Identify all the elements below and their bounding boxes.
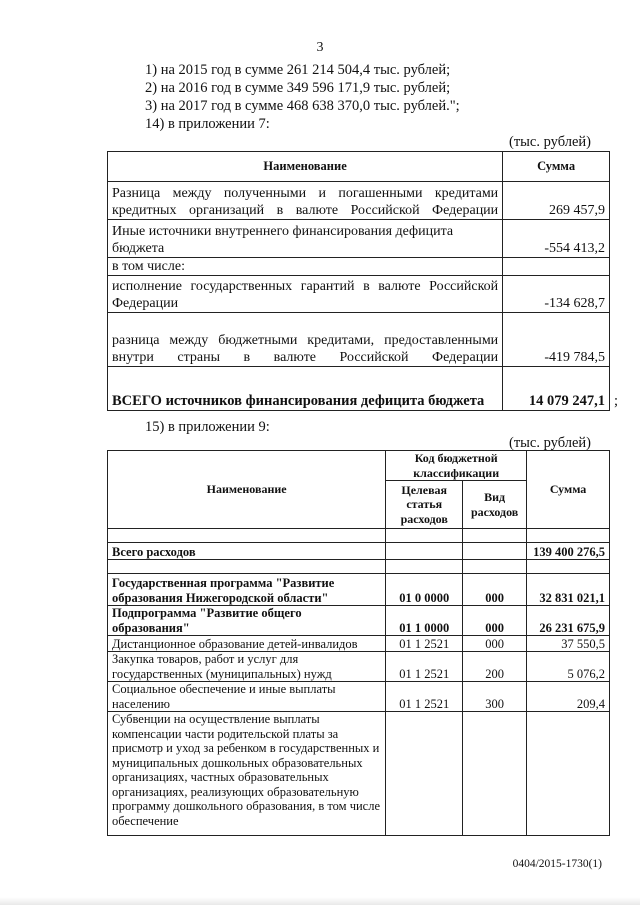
sources-table xyxy=(107,151,610,411)
row-name: Иные источники внутреннего финансирования дефицита бюджета xyxy=(108,220,503,258)
spacer-cell xyxy=(386,529,463,543)
spacer-cell xyxy=(108,560,386,574)
row-target: 01 1 2521 xyxy=(386,682,463,712)
total-row-name: Всего расходов xyxy=(108,543,386,560)
footer-document-code: 0404/2015-1730(1) xyxy=(512,858,602,870)
row-sum: -134 628,7 xyxy=(503,276,610,313)
column-header-name: Наименование xyxy=(108,451,386,529)
row-name: Разница между полученными и погашенными кредитами кредитных организаций в валюте Российской Федерации xyxy=(108,182,503,220)
empty-cell xyxy=(386,543,463,560)
intro-line: 1) на 2015 год в сумме 261 214 504,4 тыс. рублей; xyxy=(145,62,451,78)
intro-line: 3) на 2017 год в сумме 468 638 370,0 тыс. рублей."; xyxy=(145,98,460,114)
spacer-cell xyxy=(527,529,610,543)
unit-label: (тыс. рублей) xyxy=(509,435,591,451)
column-header-target: Целевая статья расходов xyxy=(386,481,463,529)
spacer-cell xyxy=(386,560,463,574)
row-sum: 32 831 021,1 xyxy=(527,574,610,606)
row-sum xyxy=(503,258,610,276)
intro-line: 2) на 2016 год в сумме 349 596 171,9 тыс. рублей; xyxy=(145,80,451,96)
section-15-title: 15) в приложении 9: xyxy=(145,419,270,435)
unit-label: (тыс. рублей) xyxy=(509,134,591,150)
row-kind: 000 xyxy=(463,636,527,652)
row-name: Подпрограмма "Развитие общего образования" xyxy=(108,606,386,636)
column-header-sum: Сумма xyxy=(527,451,610,529)
row-name: Дистанционное образование детей-инвалидов xyxy=(108,636,386,652)
row-target: 01 1 2521 xyxy=(386,652,463,682)
total-row-name: ВСЕГО источников финансирования дефицита бюджета xyxy=(108,367,503,411)
row-target xyxy=(386,712,463,836)
row-sum: -554 413,2 xyxy=(503,220,610,258)
row-target: 01 1 0000 xyxy=(386,606,463,636)
column-header-code: Код бюджетной классификации xyxy=(386,451,527,481)
page-number: 3 xyxy=(316,40,324,55)
trailing-semicolon: ; xyxy=(614,393,619,409)
row-target: 01 1 2521 xyxy=(386,636,463,652)
spacer-cell xyxy=(463,560,527,574)
row-kind: 200 xyxy=(463,652,527,682)
row-sum: 5 076,2 xyxy=(527,652,610,682)
column-header-sum: Сумма xyxy=(503,152,610,182)
row-sum: 26 231 675,9 xyxy=(527,606,610,636)
row-target: 01 0 0000 xyxy=(386,574,463,606)
row-kind: 000 xyxy=(463,574,527,606)
total-row-sum: 139 400 276,5 xyxy=(527,543,610,560)
row-sum: -419 784,5 xyxy=(503,313,610,367)
row-kind xyxy=(463,712,527,836)
expenses-table xyxy=(107,450,610,836)
row-sum xyxy=(527,712,610,836)
row-kind: 300 xyxy=(463,682,527,712)
empty-cell xyxy=(463,543,527,560)
row-sum: 209,4 xyxy=(527,682,610,712)
row-name: исполнение государственных гарантий в валюте Российской Федерации xyxy=(108,276,503,313)
spacer-cell xyxy=(527,560,610,574)
row-name: Государственная программа "Развитие образования Нижегородской области" xyxy=(108,574,386,606)
row-name: в том числе: xyxy=(108,258,503,276)
intro-line: 14) в приложении 7: xyxy=(145,116,270,132)
column-header-kind: Вид расходов xyxy=(463,481,527,529)
row-kind: 000 xyxy=(463,606,527,636)
column-header-name: Наименование xyxy=(108,152,503,182)
row-name: Социальное обеспечение и иные выплаты населению xyxy=(108,682,386,712)
spacer-cell xyxy=(463,529,527,543)
row-sum: 37 550,5 xyxy=(527,636,610,652)
spacer-cell xyxy=(108,529,386,543)
row-sum: 269 457,9 xyxy=(503,182,610,220)
row-name: Закупка товаров, работ и услуг для государственных (муниципальных) нужд xyxy=(108,652,386,682)
scan-bottom-strip xyxy=(0,897,640,905)
total-row-sum: 14 079 247,1 xyxy=(503,367,610,411)
row-name: разница между бюджетными кредитами, предоставленными внутри страны в валюте Российской Федерации xyxy=(108,313,503,367)
row-name: Субвенции на осуществление выплаты компенсации части родительской платы за присмотр и уход за ребенком в государственных и муниципальных дошкольных образовательных организациях, частных образовательных организациях, реализующих образовательную программу дошкольного образования, в том числе обеспечение xyxy=(108,712,386,836)
